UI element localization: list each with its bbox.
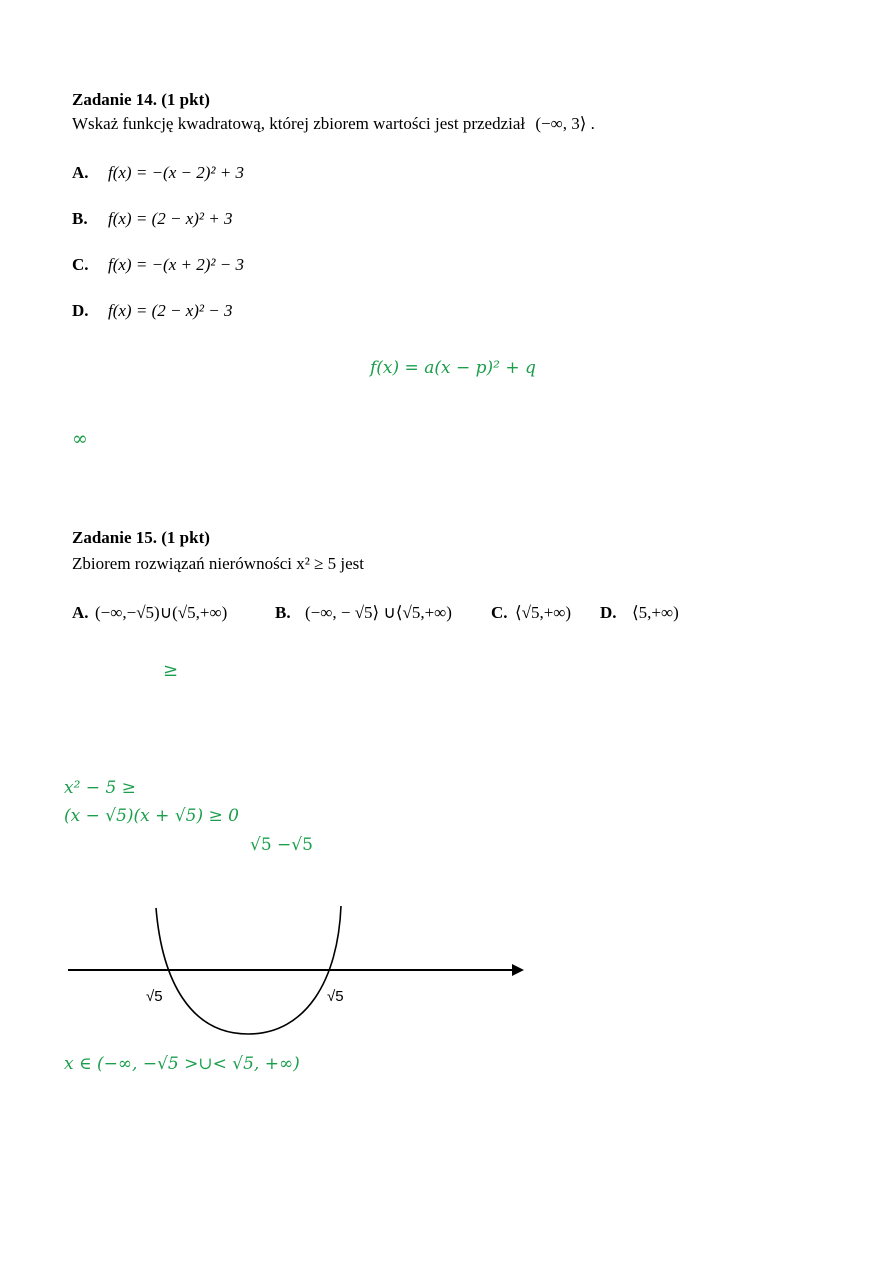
task15-option-c-formula: ⟨√5,+∞) bbox=[515, 603, 572, 622]
task15-answer: x ∈ (−∞, −√5 >∪< √5, +∞) bbox=[64, 1054, 300, 1074]
task15-option-c-letter[interactable]: C. bbox=[491, 603, 508, 622]
task14-option-c-letter[interactable]: C. bbox=[72, 255, 89, 274]
task14-option-a-formula: f(x) = −(x − 2)² + 3 bbox=[108, 163, 244, 182]
task15-option-d-formula: ⟨5,+∞) bbox=[632, 603, 679, 622]
task14-option-c-formula: f(x) = −(x + 2)² − 3 bbox=[108, 255, 244, 274]
task14-vertex-form-note: f(x) = a(x − p)² + q bbox=[370, 358, 536, 378]
task15-question: Zbiorem rozwiązań nierówności x² ≥ 5 jest bbox=[72, 554, 365, 573]
task15-step-2: (x − √5)(x + √5) ≥ 0 bbox=[64, 806, 239, 826]
task15-option-a-letter[interactable]: A. bbox=[72, 603, 89, 622]
graph-root-right-label: √5 bbox=[327, 988, 344, 1005]
task14-option-d-letter[interactable]: D. bbox=[72, 301, 89, 320]
task15-roots: √5 −√5 bbox=[250, 835, 313, 855]
task15-step-1: x² − 5 ≥ bbox=[64, 778, 136, 798]
task14-title: Zadanie 14. (1 pkt) bbox=[72, 90, 210, 109]
task15-option-d-letter[interactable]: D. bbox=[600, 603, 617, 622]
task14-interval: (−∞, 3⟩ . bbox=[535, 114, 595, 133]
task14-option-d-formula: f(x) = (2 − x)² − 3 bbox=[108, 301, 233, 320]
task14-option-b-formula: f(x) = (2 − x)² + 3 bbox=[108, 209, 233, 228]
graph-root-left-label: √5 bbox=[146, 988, 163, 1005]
task15-option-b-formula: (−∞, − √5⟩ ∪⟨√5,+∞) bbox=[305, 603, 452, 622]
task15-geq-note: ≥ bbox=[163, 660, 179, 681]
axis-arrowhead-icon bbox=[512, 964, 524, 976]
task15-title: Zadanie 15. (1 pkt) bbox=[72, 528, 210, 547]
task15-option-b-letter[interactable]: B. bbox=[275, 603, 291, 622]
task14-question-text: Wskaż funkcję kwadratową, której zbiorem wartości jest przedział bbox=[72, 114, 526, 133]
task15-option-a-formula: (−∞,−√5)∪(√5,+∞) bbox=[95, 603, 228, 622]
task14-option-a-letter[interactable]: A. bbox=[72, 163, 89, 182]
task14-option-b-letter[interactable]: B. bbox=[72, 209, 88, 228]
task14-infinity-note: ∞ bbox=[72, 428, 88, 450]
